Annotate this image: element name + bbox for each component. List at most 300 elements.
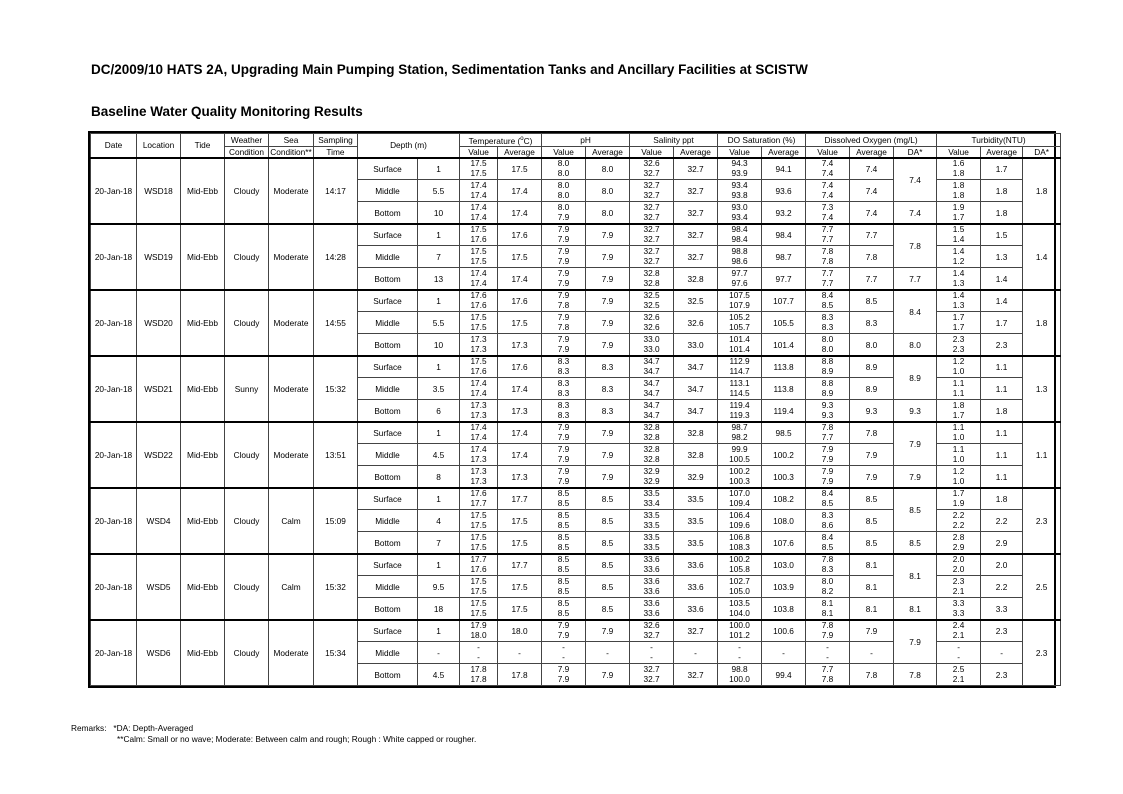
cell-do-depth-averaged: 7.8 <box>894 224 937 268</box>
cell-do-value-2: 8.5 <box>821 300 834 311</box>
cell-do-value <box>806 510 850 532</box>
cell-location: WSD4 <box>137 488 181 554</box>
cell-salinity-value-2: - <box>650 651 653 662</box>
cell-salinity-value <box>630 246 674 268</box>
cell-salinity-average: 34.7 <box>674 356 718 378</box>
cell-salinity-average: 33.5 <box>674 488 718 510</box>
cell-ph-value-1: 8.0 <box>557 201 570 212</box>
cell-temperature-average: 17.5 <box>498 312 542 334</box>
cell-location: WSD21 <box>137 356 181 422</box>
cell-ph-average: 8.5 <box>586 554 630 576</box>
cell-depth-level: Middle <box>358 312 418 334</box>
cell-turbidity-value <box>937 466 981 488</box>
water-quality-table <box>90 133 1061 686</box>
cell-ph-value-1: 8.3 <box>557 399 570 410</box>
cell-turbidity-value-2: 2.3 <box>952 343 965 354</box>
cell-salinity-value <box>630 290 674 312</box>
cell-ph-value-2: 8.0 <box>557 168 570 179</box>
cell-turbidity-value-2: 1.8 <box>952 189 965 200</box>
cell-do-saturation-value-1: 98.7 <box>731 422 748 433</box>
header-sampling-top: Sampling <box>314 134 358 147</box>
cell-ph-value <box>542 532 586 554</box>
cell-do-average: - <box>850 642 894 664</box>
cell-do-value-1: 8.4 <box>821 290 834 301</box>
cell-turbidity-value-2: 1.7 <box>952 211 965 222</box>
cell-turbidity-value-2: 2.0 <box>952 564 965 575</box>
cell-turbidity-value <box>937 664 981 686</box>
cell-temperature-value <box>460 312 498 334</box>
cell-temperature-value-2: 17.3 <box>470 453 487 464</box>
cell-do-depth-averaged: 8.9 <box>894 356 937 400</box>
cell-do-average: 7.7 <box>850 268 894 290</box>
header-weather-bottom: Condition <box>225 146 269 158</box>
cell-do-value <box>806 312 850 334</box>
cell-turbidity-average: 1.8 <box>981 202 1023 224</box>
cell-sampling-time: 14:17 <box>314 158 358 224</box>
cell-do-average: 8.1 <box>850 554 894 576</box>
cell-do-average: 7.9 <box>850 466 894 488</box>
cell-do-saturation-value-2: 114.7 <box>729 366 750 377</box>
cell-do-saturation-value <box>718 400 762 422</box>
cell-salinity-value-1: 34.7 <box>643 378 660 389</box>
cell-do-value-2: 8.5 <box>821 498 834 509</box>
cell-do-saturation-value-2: 105.0 <box>729 585 750 596</box>
cell-turbidity-value-1: 1.5 <box>952 224 965 235</box>
header-da: DA* <box>894 146 937 158</box>
cell-do-value-2: 7.9 <box>821 630 834 641</box>
cell-salinity-value-1: 33.5 <box>643 510 660 521</box>
cell-salinity-value <box>630 598 674 620</box>
cell-do-saturation-value-2: 109.4 <box>729 498 750 509</box>
cell-depth-level: Bottom <box>358 202 418 224</box>
cell-do-value <box>806 532 850 554</box>
cell-temperature-value-1: 17.5 <box>470 356 487 367</box>
cell-do-saturation-value <box>718 642 762 664</box>
cell-temperature-value-2: 17.4 <box>470 211 487 222</box>
cell-salinity-value-2: 33.0 <box>643 343 660 354</box>
cell-do-depth-averaged: 7.4 <box>894 158 937 202</box>
cell-turbidity-average: 1.5 <box>981 224 1023 246</box>
cell-salinity-average: 32.7 <box>674 224 718 246</box>
cell-do-saturation-value <box>718 488 762 510</box>
cell-ph-value-1: 7.9 <box>557 290 570 301</box>
cell-ph-value <box>542 400 586 422</box>
cell-do-saturation-average: 98.7 <box>762 246 806 268</box>
cell-do-saturation-value-1: 94.3 <box>731 158 748 169</box>
cell-salinity-average: 32.5 <box>674 290 718 312</box>
cell-depth-level: Middle <box>358 642 418 664</box>
cell-ph-value-2: 8.3 <box>557 366 570 377</box>
cell-turbidity-average: 2.3 <box>981 664 1023 686</box>
cell-temperature-average: 17.3 <box>498 466 542 488</box>
cell-do-average: 8.1 <box>850 576 894 598</box>
cell-salinity-value-1: 32.7 <box>643 246 660 257</box>
cell-turbidity-average: 1.7 <box>981 158 1023 180</box>
cell-depth-m: 13 <box>418 268 460 290</box>
cell-turbidity-value-1: 1.4 <box>952 267 965 278</box>
header-row-bottom <box>91 146 1061 158</box>
cell-turbidity-value-1: 1.8 <box>952 180 965 191</box>
cell-salinity-average: 33.6 <box>674 598 718 620</box>
cell-do-value <box>806 356 850 378</box>
cell-date: 20-Jan-18 <box>91 158 137 224</box>
cell-turbidity-value-1: 1.1 <box>952 422 965 433</box>
cell-temperature-average: 17.5 <box>498 158 542 180</box>
cell-ph-value-2: 8.5 <box>557 519 570 530</box>
cell-ph-value-1: 8.5 <box>557 510 570 521</box>
header-ph: pH <box>542 134 630 147</box>
cell-do-depth-averaged: 7.8 <box>894 664 937 686</box>
cell-temperature-value-2: 17.5 <box>470 255 487 266</box>
cell-do-saturation-value <box>718 224 762 246</box>
cell-sea-condition: Moderate <box>269 422 314 488</box>
cell-salinity-average: 32.7 <box>674 158 718 180</box>
header-sampling-bottom: Time <box>314 146 358 158</box>
cell-turbidity-value-1: 3.3 <box>952 597 965 608</box>
cell-temperature-value-1: 17.4 <box>470 378 487 389</box>
cell-do-value-1: 7.4 <box>821 180 834 191</box>
cell-turbidity-average: 1.1 <box>981 466 1023 488</box>
cell-ph-average: 7.9 <box>586 224 630 246</box>
cell-do-saturation-value-2: 93.9 <box>731 168 748 179</box>
cell-turbidity-value <box>937 510 981 532</box>
cell-turbidity-value-2: 1.0 <box>952 366 965 377</box>
cell-do-average: 8.5 <box>850 290 894 312</box>
remarks-line-1: *DA: Depth-Averaged <box>113 723 194 733</box>
cell-do-value <box>806 598 850 620</box>
cell-salinity-value-2: 32.6 <box>643 321 660 332</box>
cell-salinity-value-2: 33.6 <box>643 564 660 575</box>
cell-temperature-value-2: 17.5 <box>470 607 487 618</box>
cell-do-saturation-average: 107.6 <box>762 532 806 554</box>
cell-do-saturation-value-1: 105.2 <box>729 312 750 323</box>
cell-do-saturation-value-1: - <box>738 642 741 653</box>
cell-salinity-average: 33.5 <box>674 510 718 532</box>
cell-ph-value-2: 7.9 <box>557 673 570 684</box>
header-dissolved-oxygen: Dissolved Oxygen (mg/L) <box>806 134 937 147</box>
cell-turbidity-value-1: 1.4 <box>952 246 965 257</box>
cell-salinity-value <box>630 532 674 554</box>
cell-ph-value-1: 7.9 <box>557 465 570 476</box>
cell-do-saturation-value-2: 105.8 <box>729 564 750 575</box>
cell-turbidity-value-2: 1.1 <box>952 387 965 398</box>
cell-ph-value-1: 8.3 <box>557 378 570 389</box>
cell-temperature-value-2: 17.4 <box>470 387 487 398</box>
cell-temperature-value-1: 17.4 <box>470 201 487 212</box>
cell-ph-value-2: 8.5 <box>557 541 570 552</box>
cell-do-value-1: 8.3 <box>821 510 834 521</box>
cell-ph-average: 7.9 <box>586 466 630 488</box>
cell-temperature-average: 17.5 <box>498 510 542 532</box>
cell-do-average: 8.3 <box>850 312 894 334</box>
header-average: Average <box>586 146 630 158</box>
cell-turbidity-value <box>937 202 981 224</box>
cell-temperature-average: 17.7 <box>498 554 542 576</box>
cell-do-saturation-value-1: 113.1 <box>729 378 750 389</box>
cell-do-average: 7.8 <box>850 246 894 268</box>
cell-salinity-average: 32.8 <box>674 268 718 290</box>
cell-temperature-value <box>460 268 498 290</box>
cell-ph-average: 7.9 <box>586 664 630 686</box>
results-table-container <box>88 131 1056 688</box>
cell-do-depth-averaged: 8.0 <box>894 334 937 356</box>
cell-do-saturation-value-2: 100.0 <box>729 673 750 684</box>
cell-temperature-value-1: 17.3 <box>470 399 487 410</box>
cell-do-saturation-average: - <box>762 642 806 664</box>
cell-salinity-value <box>630 642 674 664</box>
cell-do-value <box>806 620 850 642</box>
cell-do-value-2: 8.9 <box>821 387 834 398</box>
cell-turbidity-depth-averaged: 1.1 <box>1023 422 1061 488</box>
cell-depth-level: Bottom <box>358 268 418 290</box>
cell-do-saturation-average: 113.8 <box>762 378 806 400</box>
cell-do-depth-averaged: 8.5 <box>894 532 937 554</box>
header-salinity: Salinity ppt <box>630 134 718 147</box>
cell-do-value <box>806 378 850 400</box>
cell-ph-value-1: 8.5 <box>557 554 570 565</box>
cell-turbidity-average: 2.3 <box>981 620 1023 642</box>
cell-weather: Cloudy <box>225 290 269 356</box>
cell-turbidity-average: 1.1 <box>981 444 1023 466</box>
cell-do-saturation-value-2: 108.3 <box>729 541 750 552</box>
cell-temperature-value-2: 17.4 <box>470 189 487 200</box>
cell-turbidity-value <box>937 532 981 554</box>
cell-temperature-value-1: 17.5 <box>470 597 487 608</box>
cell-temperature-value-2: - <box>477 651 480 662</box>
cell-salinity-value-1: 32.8 <box>643 444 660 455</box>
cell-do-value-2: 7.4 <box>821 189 834 200</box>
cell-salinity-value-2: 34.7 <box>643 409 660 420</box>
cell-salinity-value-2: 33.5 <box>643 519 660 530</box>
header-row-top <box>91 134 1061 147</box>
cell-depth-level: Middle <box>358 444 418 466</box>
cell-temperature-value <box>460 554 498 576</box>
cell-do-saturation-value-2: 101.4 <box>729 343 750 354</box>
cell-do-value-2: 8.0 <box>821 343 834 354</box>
cell-salinity-average: 32.9 <box>674 466 718 488</box>
cell-date: 20-Jan-18 <box>91 422 137 488</box>
cell-ph-value <box>542 290 586 312</box>
cell-temperature-value-1: 17.4 <box>470 422 487 433</box>
cell-turbidity-value-1: 1.6 <box>952 158 965 169</box>
cell-do-value <box>806 246 850 268</box>
cell-do-value-1: 7.7 <box>821 224 834 235</box>
cell-do-value-1: 8.8 <box>821 378 834 389</box>
header-sea-top: Sea <box>269 134 314 147</box>
cell-do-saturation-value-1: 107.5 <box>729 290 750 301</box>
cell-do-value-2: 9.3 <box>821 409 834 420</box>
cell-temperature-value-2: 18.0 <box>470 630 487 641</box>
cell-do-saturation-value <box>718 532 762 554</box>
cell-ph-average: 7.9 <box>586 620 630 642</box>
cell-ph-value <box>542 224 586 246</box>
cell-tide: Mid-Ebb <box>181 488 225 554</box>
cell-turbidity-value-1: 2.2 <box>952 510 965 521</box>
cell-do-saturation-value-2: 101.2 <box>729 630 750 641</box>
cell-temperature-average: 17.5 <box>498 576 542 598</box>
cell-depth-m: 1 <box>418 356 460 378</box>
cell-turbidity-value-2: 2.1 <box>952 673 965 684</box>
cell-salinity-value <box>630 620 674 642</box>
cell-turbidity-value <box>937 444 981 466</box>
cell-do-value-2: 8.3 <box>821 321 834 332</box>
cell-salinity-value-1: 33.6 <box>643 576 660 587</box>
cell-do-saturation-average: 93.6 <box>762 180 806 202</box>
cell-do-saturation-average: 101.4 <box>762 334 806 356</box>
cell-ph-value-2: 7.9 <box>557 277 570 288</box>
cell-temperature-value <box>460 576 498 598</box>
cell-do-value-1: 7.9 <box>821 444 834 455</box>
cell-ph-value-1: 7.9 <box>557 444 570 455</box>
cell-do-saturation-value-2: 100.5 <box>729 453 750 464</box>
cell-temperature-average: 17.4 <box>498 422 542 444</box>
cell-turbidity-value <box>937 576 981 598</box>
cell-depth-level: Middle <box>358 576 418 598</box>
cell-turbidity-value-2: 2.1 <box>952 585 965 596</box>
cell-do-saturation-value <box>718 466 762 488</box>
cell-location: WSD22 <box>137 422 181 488</box>
cell-depth-m: - <box>418 642 460 664</box>
cell-temperature-value <box>460 356 498 378</box>
cell-do-average: 9.3 <box>850 400 894 422</box>
cell-temperature-value-2: 17.4 <box>470 277 487 288</box>
cell-do-average: 7.7 <box>850 224 894 246</box>
cell-turbidity-value-1: 2.0 <box>952 554 965 565</box>
cell-salinity-value-1: 32.9 <box>643 465 660 476</box>
cell-turbidity-value-2: 1.9 <box>952 498 965 509</box>
cell-sampling-time: 14:28 <box>314 224 358 290</box>
cell-depth-level: Surface <box>358 554 418 576</box>
cell-ph-value <box>542 510 586 532</box>
cell-turbidity-depth-averaged: 2.3 <box>1023 488 1061 554</box>
cell-do-saturation-value <box>718 378 762 400</box>
table-row <box>91 356 1061 378</box>
cell-temperature-value-2: 17.5 <box>470 168 487 179</box>
cell-do-saturation-value <box>718 576 762 598</box>
cell-date: 20-Jan-18 <box>91 554 137 620</box>
cell-ph-value <box>542 312 586 334</box>
cell-ph-value <box>542 642 586 664</box>
cell-turbidity-average: 2.3 <box>981 334 1023 356</box>
cell-ph-average: 8.0 <box>586 202 630 224</box>
cell-date: 20-Jan-18 <box>91 224 137 290</box>
cell-ph-value-1: - <box>562 642 565 653</box>
cell-do-value <box>806 554 850 576</box>
cell-depth-m: 4.5 <box>418 444 460 466</box>
cell-turbidity-value-2: 2.2 <box>952 519 965 530</box>
cell-ph-value-1: 7.9 <box>557 246 570 257</box>
cell-temperature-average: 17.6 <box>498 356 542 378</box>
cell-do-average: 7.9 <box>850 444 894 466</box>
cell-do-saturation-value <box>718 290 762 312</box>
cell-location: WSD5 <box>137 554 181 620</box>
cell-depth-m: 1 <box>418 224 460 246</box>
cell-ph-value-2: 7.9 <box>557 343 570 354</box>
cell-turbidity-value-1: - <box>957 642 960 653</box>
cell-salinity-average: 32.7 <box>674 246 718 268</box>
cell-ph-value <box>542 422 586 444</box>
cell-ph-average: 8.5 <box>586 488 630 510</box>
cell-salinity-value <box>630 268 674 290</box>
cell-do-saturation-value-1: 102.7 <box>729 576 750 587</box>
cell-do-saturation-value <box>718 180 762 202</box>
cell-salinity-value-1: 32.8 <box>643 267 660 278</box>
cell-ph-value <box>542 180 586 202</box>
cell-turbidity-average: 1.4 <box>981 268 1023 290</box>
remarks-label: Remarks: <box>71 723 107 733</box>
cell-do-saturation-value <box>718 554 762 576</box>
cell-salinity-average: 34.7 <box>674 378 718 400</box>
cell-do-saturation-value-1: 119.4 <box>729 399 750 410</box>
cell-tide: Mid-Ebb <box>181 356 225 422</box>
cell-ph-average: 8.0 <box>586 158 630 180</box>
cell-temperature-average: 18.0 <box>498 620 542 642</box>
cell-do-value <box>806 202 850 224</box>
cell-ph-value <box>542 444 586 466</box>
cell-do-saturation-value-1: 98.4 <box>731 224 748 235</box>
cell-salinity-value-2: 32.7 <box>643 673 660 684</box>
cell-tide: Mid-Ebb <box>181 224 225 290</box>
cell-ph-value-2: 7.8 <box>557 300 570 311</box>
cell-ph-value-2: 7.9 <box>557 453 570 464</box>
cell-do-saturation-value-1: 100.0 <box>729 620 750 631</box>
cell-weather: Cloudy <box>225 224 269 290</box>
cell-turbidity-value <box>937 268 981 290</box>
cell-turbidity-average: - <box>981 642 1023 664</box>
cell-do-saturation-value-1: 93.4 <box>731 180 748 191</box>
cell-turbidity-value-1: 1.1 <box>952 444 965 455</box>
cell-temperature-value <box>460 158 498 180</box>
cell-temperature-value-1: 17.4 <box>470 444 487 455</box>
cell-ph-value-2: 8.5 <box>557 585 570 596</box>
cell-do-value <box>806 400 850 422</box>
cell-do-value-2: 8.5 <box>821 541 834 552</box>
header-da: DA* <box>1023 146 1061 158</box>
cell-turbidity-value-2: 1.3 <box>952 300 965 311</box>
cell-do-saturation-average: 103.9 <box>762 576 806 598</box>
cell-do-average: 8.5 <box>850 532 894 554</box>
header-depth: Depth (m) <box>358 134 460 158</box>
cell-temperature-value <box>460 488 498 510</box>
table-row <box>91 290 1061 312</box>
cell-turbidity-value <box>937 246 981 268</box>
cell-temperature-value <box>460 224 498 246</box>
cell-turbidity-value-2: 1.4 <box>952 234 965 245</box>
cell-location: WSD19 <box>137 224 181 290</box>
table-row <box>91 158 1061 180</box>
cell-ph-value-1: 8.3 <box>557 356 570 367</box>
cell-temperature-value-2: 17.3 <box>470 475 487 486</box>
table-row <box>91 620 1061 642</box>
cell-do-value-2: 7.7 <box>821 234 834 245</box>
cell-turbidity-value-2: - <box>957 651 960 662</box>
cell-ph-value-1: 8.5 <box>557 597 570 608</box>
header-value: Value <box>630 146 674 158</box>
cell-temperature-value <box>460 202 498 224</box>
cell-salinity-average: 33.6 <box>674 554 718 576</box>
cell-depth-level: Surface <box>358 158 418 180</box>
cell-do-saturation-value-1: 97.7 <box>731 267 748 278</box>
cell-temperature-average: 17.6 <box>498 224 542 246</box>
cell-temperature-average: 17.3 <box>498 400 542 422</box>
cell-ph-value-1: 7.9 <box>557 664 570 675</box>
cell-ph-value-1: 8.0 <box>557 180 570 191</box>
cell-turbidity-depth-averaged: 1.8 <box>1023 158 1061 224</box>
cell-ph-value-1: 8.5 <box>557 488 570 499</box>
cell-depth-m: 1 <box>418 620 460 642</box>
cell-do-saturation-value-1: 112.9 <box>729 356 750 367</box>
cell-depth-level: Surface <box>358 224 418 246</box>
